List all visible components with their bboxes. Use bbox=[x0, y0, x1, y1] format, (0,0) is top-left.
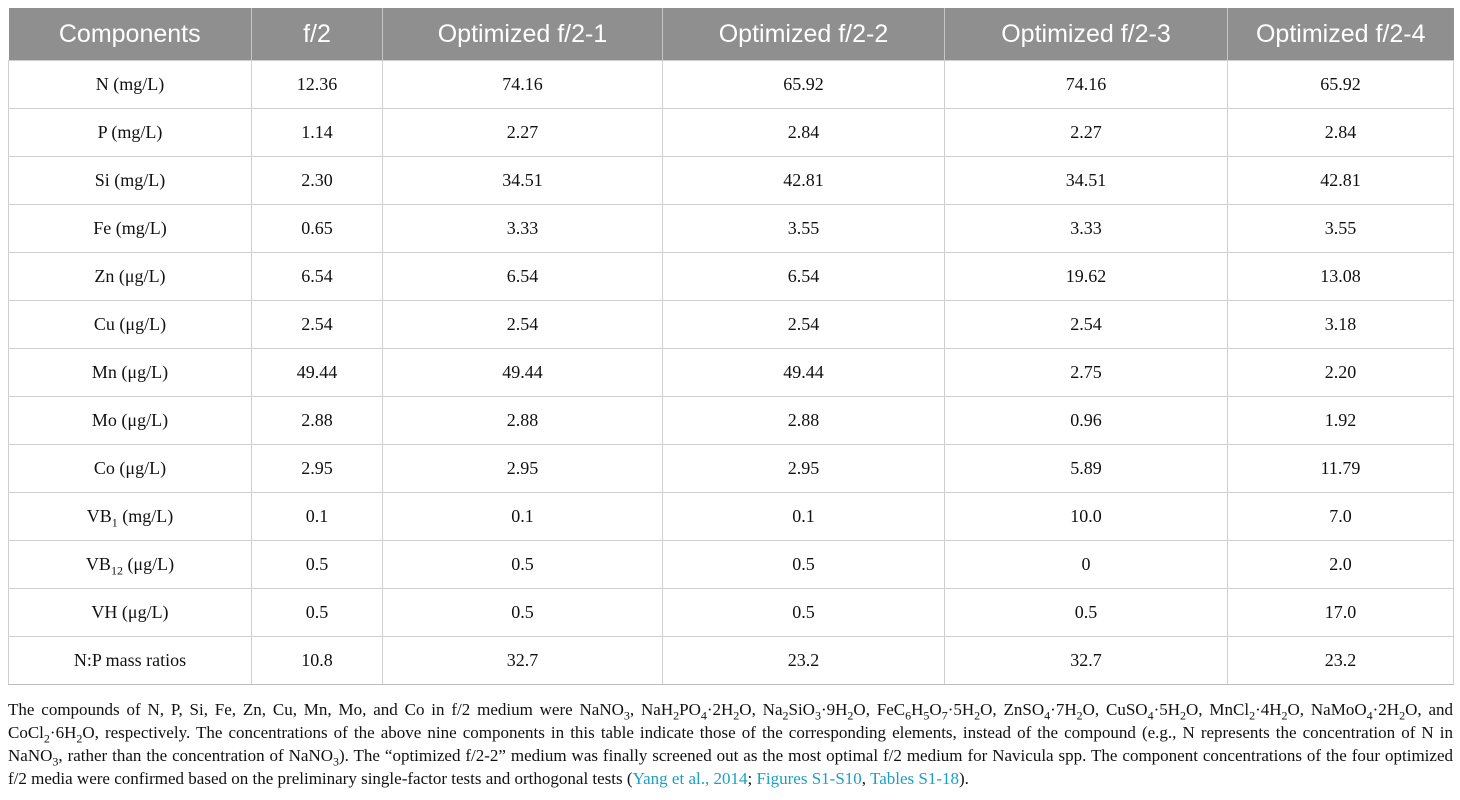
table-cell: 17.0 bbox=[1228, 589, 1454, 637]
citation-link-yang-2014[interactable]: Yang et al., 2014 bbox=[632, 769, 748, 788]
tables-link[interactable]: Tables S1-18 bbox=[870, 769, 959, 788]
row-label: Si (mg/L) bbox=[9, 157, 252, 205]
table-cell: 0.5 bbox=[383, 589, 663, 637]
table-cell: 0.5 bbox=[663, 589, 945, 637]
table-cell: 49.44 bbox=[252, 349, 383, 397]
table-cell: 19.62 bbox=[945, 253, 1228, 301]
table-cell: 0 bbox=[945, 541, 1228, 589]
footnote-separator: , bbox=[861, 769, 870, 788]
table-cell: 10.8 bbox=[252, 637, 383, 685]
table-cell: 2.0 bbox=[1228, 541, 1454, 589]
row-label: Cu (μg/L) bbox=[9, 301, 252, 349]
header-f2: f/2 bbox=[252, 8, 383, 61]
header-components: Components bbox=[9, 8, 252, 61]
table-cell: 32.7 bbox=[383, 637, 663, 685]
table-cell: 6.54 bbox=[252, 253, 383, 301]
footnote-end: ). bbox=[959, 769, 969, 788]
table-cell: 3.33 bbox=[945, 205, 1228, 253]
table-cell: 2.54 bbox=[663, 301, 945, 349]
figures-link[interactable]: Figures S1-S10 bbox=[756, 769, 862, 788]
footnote-separator: ; bbox=[747, 769, 757, 788]
table-cell: 32.7 bbox=[945, 637, 1228, 685]
table-cell: 49.44 bbox=[663, 349, 945, 397]
table-cell: 0.96 bbox=[945, 397, 1228, 445]
table-cell: 2.88 bbox=[252, 397, 383, 445]
row-label: Co (μg/L) bbox=[9, 445, 252, 493]
table-row bbox=[9, 205, 1454, 253]
table-row bbox=[9, 253, 1454, 301]
table-cell: 42.81 bbox=[663, 157, 945, 205]
row-label: N (mg/L) bbox=[9, 61, 252, 109]
row-label: N:P mass ratios bbox=[9, 637, 252, 685]
table-cell: 74.16 bbox=[383, 61, 663, 109]
header-optimized-f2-1: Optimized f/2-1 bbox=[383, 8, 663, 61]
table-cell: 2.54 bbox=[383, 301, 663, 349]
table-body bbox=[9, 61, 1454, 685]
row-label: $VB_{12}$ (μg/L) bbox=[9, 541, 252, 589]
table-row bbox=[9, 109, 1454, 157]
table-cell: 0.65 bbox=[252, 205, 383, 253]
table-cell: 0.5 bbox=[252, 589, 383, 637]
table-cell: 2.27 bbox=[945, 109, 1228, 157]
table-cell: 2.84 bbox=[663, 109, 945, 157]
table-cell: 2.88 bbox=[383, 397, 663, 445]
table-cell: 2.20 bbox=[1228, 349, 1454, 397]
table-cell: 0.5 bbox=[383, 541, 663, 589]
table-cell: 0.5 bbox=[663, 541, 945, 589]
row-label: VH (μg/L) bbox=[9, 589, 252, 637]
row-label: Fe (mg/L) bbox=[9, 205, 252, 253]
table-cell: 0.5 bbox=[945, 589, 1228, 637]
table-cell: 0.1 bbox=[252, 493, 383, 541]
table-cell: 74.16 bbox=[945, 61, 1228, 109]
table-cell: 2.95 bbox=[252, 445, 383, 493]
table-cell: 49.44 bbox=[383, 349, 663, 397]
table-cell: 12.36 bbox=[252, 61, 383, 109]
table-row bbox=[9, 493, 1454, 541]
components-table bbox=[8, 8, 1454, 685]
table-cell: 6.54 bbox=[383, 253, 663, 301]
table-cell: 11.79 bbox=[1228, 445, 1454, 493]
table-cell: 5.89 bbox=[945, 445, 1228, 493]
row-label: Zn (μg/L) bbox=[9, 253, 252, 301]
table-row bbox=[9, 637, 1454, 685]
row-label: Mn (μg/L) bbox=[9, 349, 252, 397]
table-cell: 7.0 bbox=[1228, 493, 1454, 541]
table-cell: 65.92 bbox=[663, 61, 945, 109]
table-cell: 3.33 bbox=[383, 205, 663, 253]
table-header-row bbox=[9, 8, 1454, 61]
table-cell: 65.92 bbox=[1228, 61, 1454, 109]
table-row bbox=[9, 589, 1454, 637]
table-cell: 6.54 bbox=[663, 253, 945, 301]
table-cell: 13.08 bbox=[1228, 253, 1454, 301]
header-optimized-f2-2: Optimized f/2-2 bbox=[663, 8, 945, 61]
table-cell: 42.81 bbox=[1228, 157, 1454, 205]
footnote-text: The compounds of N, P, Si, Fe, Zn, Cu, Mn, Mo, and Co in f/2 medium were NaNO$_3$, $NaH_2PO_4\cdot 2H_2O$, $Na_2SiO_3\cdot 9H_2O$, $FeC_6H_5O_7\cdot 5H_2O$, $ZnSO_4\cdot 7H_2O$, $CuSO_4\cdot 5H_2O$, $MnCl_2\cdot 4H_2O$, $NaMoO_4\cdot 2H_2O$, and $CoCl_2\cdot 6H_2O$, respectively. The concentrations of the above nine components in this table indicate those of the corresponding elements, instead of the compound (e.g., N represents the concentration of N in NaNO$_3$, rather than the concentration of NaNO$_3$). The “optimized f/2-2” medium was finally screened out as the most optimal f/2 medium for Navicula spp. The component concentrations of the four optimized f/2 media were confirmed based on the preliminary single-factor tests and orthogonal tests ( bbox=[8, 700, 1453, 788]
table-cell: 2.27 bbox=[383, 109, 663, 157]
header-optimized-f2-3: Optimized f/2-3 bbox=[945, 8, 1228, 61]
table-row bbox=[9, 445, 1454, 493]
table-cell: 2.75 bbox=[945, 349, 1228, 397]
table-cell: 34.51 bbox=[945, 157, 1228, 205]
table-footnote bbox=[8, 698, 1453, 790]
table-row bbox=[9, 397, 1454, 445]
table-cell: 0.1 bbox=[383, 493, 663, 541]
table-row bbox=[9, 541, 1454, 589]
table-cell: 3.18 bbox=[1228, 301, 1454, 349]
table-cell: 2.95 bbox=[383, 445, 663, 493]
table-cell: 10.0 bbox=[945, 493, 1228, 541]
table-row bbox=[9, 349, 1454, 397]
row-label: Mo (μg/L) bbox=[9, 397, 252, 445]
table-row bbox=[9, 157, 1454, 205]
table-cell: 2.54 bbox=[945, 301, 1228, 349]
row-label: $VB_1$ (mg/L) bbox=[9, 493, 252, 541]
table-cell: 0.1 bbox=[663, 493, 945, 541]
row-label: P (mg/L) bbox=[9, 109, 252, 157]
header-optimized-f2-4: Optimized f/2-4 bbox=[1228, 8, 1454, 61]
table-cell: 0.5 bbox=[252, 541, 383, 589]
table-cell: 1.14 bbox=[252, 109, 383, 157]
table-cell: 34.51 bbox=[383, 157, 663, 205]
table-cell: 2.84 bbox=[1228, 109, 1454, 157]
table-cell: 2.88 bbox=[663, 397, 945, 445]
table-cell: 23.2 bbox=[1228, 637, 1454, 685]
table-cell: 2.54 bbox=[252, 301, 383, 349]
table-cell: 3.55 bbox=[1228, 205, 1454, 253]
table-cell: 2.95 bbox=[663, 445, 945, 493]
table-cell: 1.92 bbox=[1228, 397, 1454, 445]
table-cell: 23.2 bbox=[663, 637, 945, 685]
table-cell: 3.55 bbox=[663, 205, 945, 253]
table-row bbox=[9, 61, 1454, 109]
table-row bbox=[9, 301, 1454, 349]
table-cell: 2.30 bbox=[252, 157, 383, 205]
